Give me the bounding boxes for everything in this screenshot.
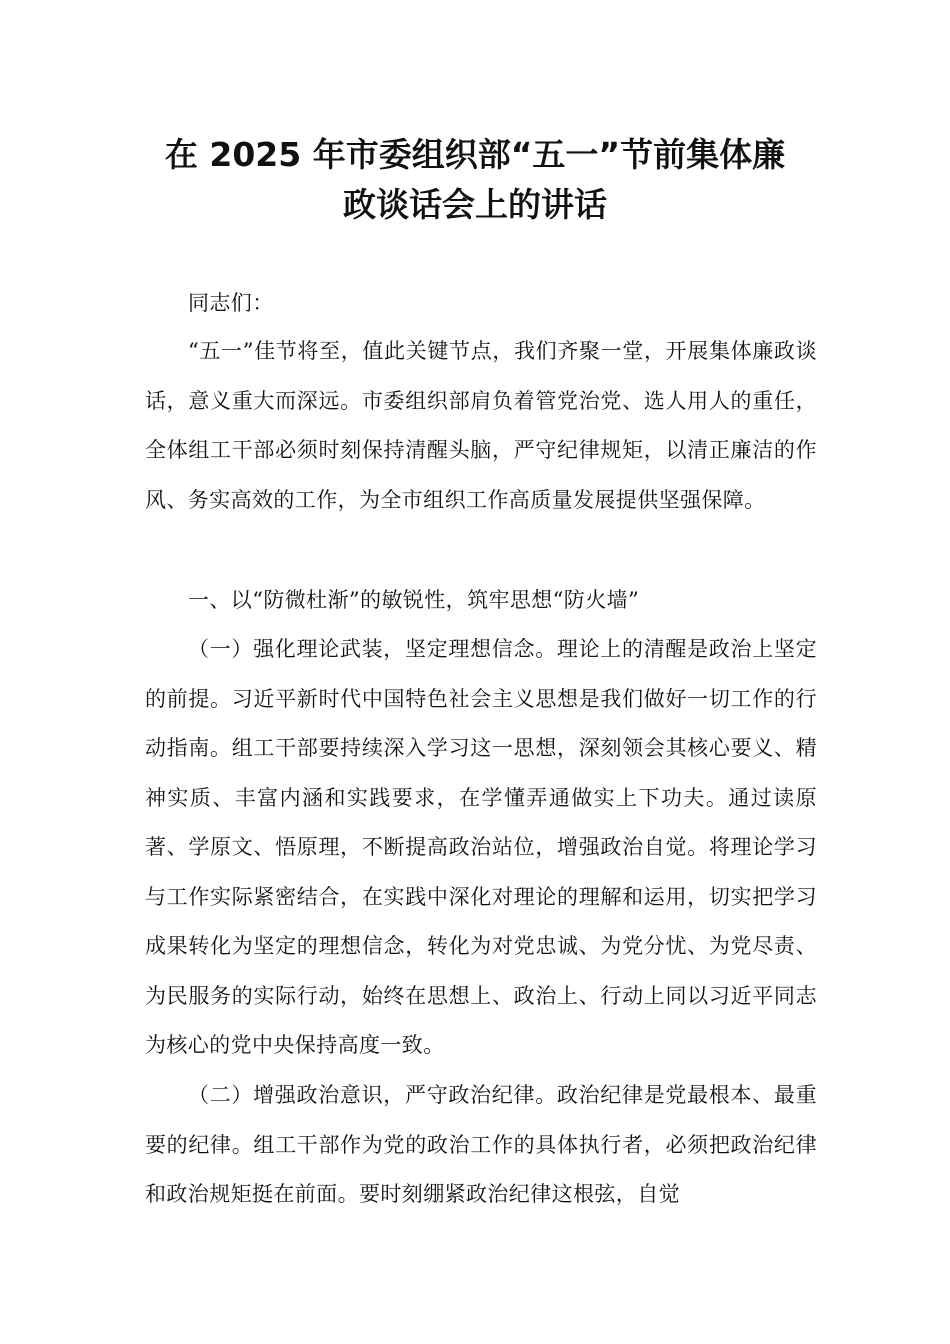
salutation: 同志们： bbox=[188, 291, 274, 315]
paragraph-subsection-2: （二）增强政治意识，严守政治纪律。政治纪律是党最根本、最重要的纪律。组工干部作为党的政治工作的具体执行者，必须把政治纪律和政治规矩挺在前面。要时刻绷紧政治纪律这根弦，自觉 bbox=[145, 1083, 817, 1206]
paragraph-intro: “五一”佳节将至，值此关键节点，我们齐聚一堂，开展集体廉政谈话，意义重大而深远。市委组织部肩负着管党治党、选人用人的重任，全体组工干部必须时刻保持清醒头脑，严守纪律规矩，以清正廉洁的作风、务实高效的工作，为全市组织工作高质量发展提供坚强保障。 bbox=[145, 339, 817, 512]
paragraph-subsection-1: （一）强化理论武装，坚定理想信念。理论上的清醒是政治上坚定的前提。习近平新时代中国特色社会主义思想是我们做好一切工作的行动指南。组工干部要持续深入学习这一思想，深刻领会其核心要义、精神实质、丰富内涵和实践要求，在学懂弄通做实上下功夫。通过读原著、学原文、悟原理，不断提高政治站位，增强政治自觉。将理论学习与工作实际紧密结合，在实践中深化对理论的理解和运用，切实把学习成果转化为坚定的理想信念，转化为对党忠诚、为党分忧、为党尽责、为民服务的实际行动，始终在思想上、政治上、行动上同以习近平同志为核心的党中央保持高度一致。 bbox=[145, 637, 817, 1057]
section-heading-1: 一、以“防微杜渐”的敏锐性，筑牢思想“防火墙” bbox=[188, 588, 640, 612]
document-title-line-1: 在 2025 年市委组织部“五一”节前集体廉 bbox=[164, 135, 786, 174]
document-title-line-2: 政谈话会上的讲话 bbox=[343, 185, 607, 224]
